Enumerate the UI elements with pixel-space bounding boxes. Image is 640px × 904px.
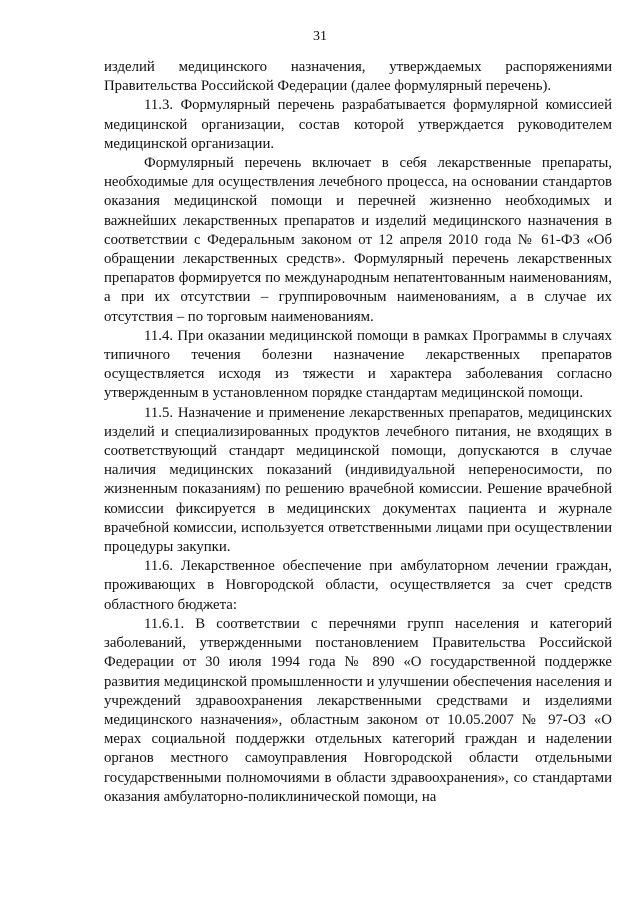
paragraph-11-3: 11.3. Формулярный перечень разрабатывается формулярной комиссией медицинской организации, состав которой утверждается руководителем медицинской организации. (104, 97, 612, 152)
page-number: 31 (313, 29, 327, 44)
paragraph-11-5: 11.5. Назначение и применение лекарственных препаратов, медицинских изделий и специализированных продуктов лечебного питания, не входящих в соответствующий стандарт медицинской помощи, допускаются в случае наличия медицинских показаний (индивидуальной непереносимости, по жизненным показаниям) по решению врачебной комиссии. Решение врачебной комиссии фиксируется в медицинских документах пациента и журнале врачебной комиссии, используется ответственными лицами при осуществлении процедуры закупки. (104, 404, 612, 556)
paragraph-continuation: изделий медицинского назначения, утверждаемых распоряжениями Правительства Российской Федерации (далее формулярный перечень). (104, 59, 612, 95)
paragraph-11-6-1: 11.6.1. В соответствии с перечнями групп населения и категорий заболеваний, утвержденными постановлением Правительства Российской Федерации от 30 июля 1994 года № 890 «О государственной поддержке развития медицинской промышленности и улучшении обеспечения населения и учреждений здравоохранения лекарственными средствами и изделиями медицинского назначения», областным законом от 10.05.2007 № 97-ОЗ «О мерах социальной поддержки отдельных категорий граждан и наделении органов местного самоуправления Новгородской области отдельными государственными полномочиями в области здравоохранения», со стандартами оказания амбулаторно-поликлинической помощи, на (104, 615, 612, 805)
paragraph-11-4: 11.4. При оказании медицинской помощи в рамках Программы в случаях типичного течения болезни назначение лекарственных препаратов осуществляется исходя из тяжести и характера заболевания согласно утвержденным в установленном порядке стандартам медицинской помощи. (104, 327, 612, 402)
paragraph-11-6: 11.6. Лекарственное обеспечение при амбулаторном лечении граждан, проживающих в Новгородской области, осуществляется за счет средств областного бюджета: (104, 558, 612, 613)
paragraph-formulary-list: Формулярный перечень включает в себя лекарственные препараты, необходимые для осуществления лечебного процесса, на основании стандартов оказания медицинской помощи и перечней жизненно необходимых и важнейших лекарственных препаратов и изделий медицинского назначения в соответствии с Федеральным законом от 12 апреля 2010 года № 61-ФЗ «Об обращении лекарственных средств». Формулярный перечень лекарственных препаратов формируется по международным непатентованным наименованиям, а при их отсутствии – группировочным наименованиям, а в случае их отсутствия – по торговым наименованиям. (104, 155, 612, 325)
document-body (104, 58, 612, 807)
